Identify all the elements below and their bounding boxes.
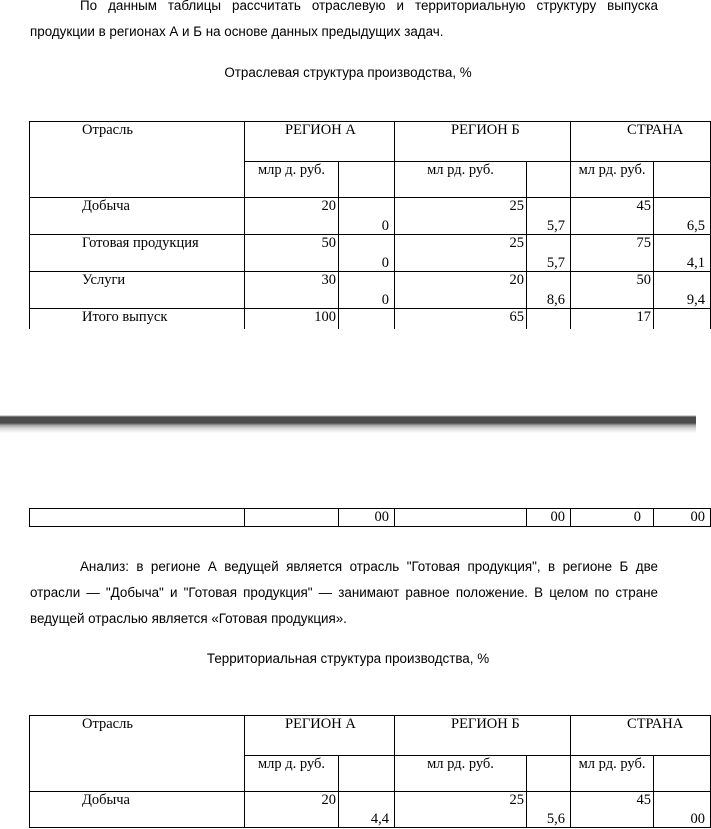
header-branch: Отрасль (30, 716, 245, 756)
units-country: мл рд. руб. (571, 756, 654, 792)
value-region-b: 25 (395, 198, 527, 235)
units-region-a: млр д. руб. (245, 756, 339, 792)
table-row (30, 235, 711, 272)
value-region-a: 30 (245, 272, 339, 309)
total-country: 17 (571, 309, 654, 329)
units-region-b: мл рд. руб. (395, 756, 527, 792)
header-region-a: РЕГИОН А (245, 122, 395, 162)
pct-header-b (527, 162, 571, 198)
pct-region-b: 8,6 (527, 272, 571, 309)
units-blank-cell (30, 162, 245, 198)
header-region-b: РЕГИОН Б (395, 122, 571, 162)
table-row (30, 198, 711, 235)
table-header-row (30, 716, 711, 756)
table-row (30, 272, 711, 309)
pct-header-b (527, 756, 571, 792)
header-country: СТРАНА (571, 716, 711, 756)
total-pct-b-continued: 00 (527, 509, 571, 527)
total-label-continued (30, 509, 245, 527)
pct-country: 6,5 (654, 198, 711, 235)
sector-structure-table (29, 121, 711, 329)
total-pct-c (654, 309, 711, 329)
total-region-a-continued (245, 509, 339, 527)
header-region-b: РЕГИОН Б (395, 716, 571, 756)
value-region-b: 25 (395, 235, 527, 272)
value-country: 75 (571, 235, 654, 272)
units-region-b: мл рд. руб. (395, 162, 527, 198)
header-country: СТРАНА (571, 122, 711, 162)
value-region-a: 20 (245, 792, 339, 828)
value-country: 50 (571, 272, 654, 309)
pct-region-a: 0 (339, 235, 395, 272)
pct-region-a: 0 (339, 272, 395, 309)
table-total-row (30, 309, 711, 329)
table-units-row (30, 162, 711, 198)
units-region-a: млр д. руб. (245, 162, 339, 198)
pct-header-c (654, 162, 711, 198)
pct-region-a: 0 (339, 198, 395, 235)
pct-country: 4,1 (654, 235, 711, 272)
total-pct-b (527, 309, 571, 329)
total-region-a: 100 (245, 309, 339, 329)
value-region-b: 20 (395, 272, 527, 309)
total-country-continued: 0 (571, 509, 654, 527)
value-region-b: 25 (395, 792, 527, 828)
pct-country: 9,4 (654, 272, 711, 309)
territorial-structure-table (29, 715, 711, 828)
units-blank-cell (30, 756, 245, 792)
value-country: 45 (571, 792, 654, 828)
row-label: Добыча (30, 792, 245, 828)
pct-header-a (339, 162, 395, 198)
analysis-paragraph: Анализ: в регионе А ведущей является отрасль "Готовая продукция", в регионе Б две отрасли — "Добыча" и "Готовая продукция" — занимают равное положение. В целом по стране ведущей отраслью является «Готовая продукция». (30, 559, 658, 626)
pct-header-c (654, 756, 711, 792)
row-label: Услуги (30, 272, 245, 309)
pct-country: 00 (654, 792, 711, 828)
pct-header-a (339, 756, 395, 792)
total-pct-a-continued: 00 (339, 509, 395, 527)
table-row (30, 792, 711, 828)
total-pct-a (339, 309, 395, 329)
value-region-a: 20 (245, 198, 339, 235)
value-region-a: 50 (245, 235, 339, 272)
value-country: 45 (571, 198, 654, 235)
row-label: Готовая продукция (30, 235, 245, 272)
total-pct-c-continued: 00 (654, 509, 711, 527)
table-header-row (30, 122, 711, 162)
total-label: Итого выпуск (30, 309, 245, 329)
units-country: мл рд. руб. (571, 162, 654, 198)
pct-region-a: 4,4 (339, 792, 395, 828)
sector-structure-table-continued (29, 508, 711, 527)
caption-sector-structure: Отраслевая структура производства, % (224, 65, 472, 80)
header-branch: Отрасль (30, 122, 245, 162)
pct-region-b: 5,7 (527, 235, 571, 272)
table-total-row-continued (30, 509, 711, 527)
pct-region-b: 5,7 (527, 198, 571, 235)
caption-territorial-structure: Территориальная структура производства, % (206, 651, 490, 666)
pct-region-b: 5,6 (527, 792, 571, 828)
total-region-b-continued (395, 509, 527, 527)
row-label: Добыча (30, 198, 245, 235)
header-region-a: РЕГИОН А (245, 716, 395, 756)
total-region-b: 65 (395, 309, 527, 329)
page-break (0, 415, 696, 433)
table-units-row (30, 756, 711, 792)
intro-paragraph: По данным таблицы рассчитать отраслевую и территориальную структуру выпуска продукции в регионах А и Б на основе данных предыдущих задач. (30, 0, 658, 39)
